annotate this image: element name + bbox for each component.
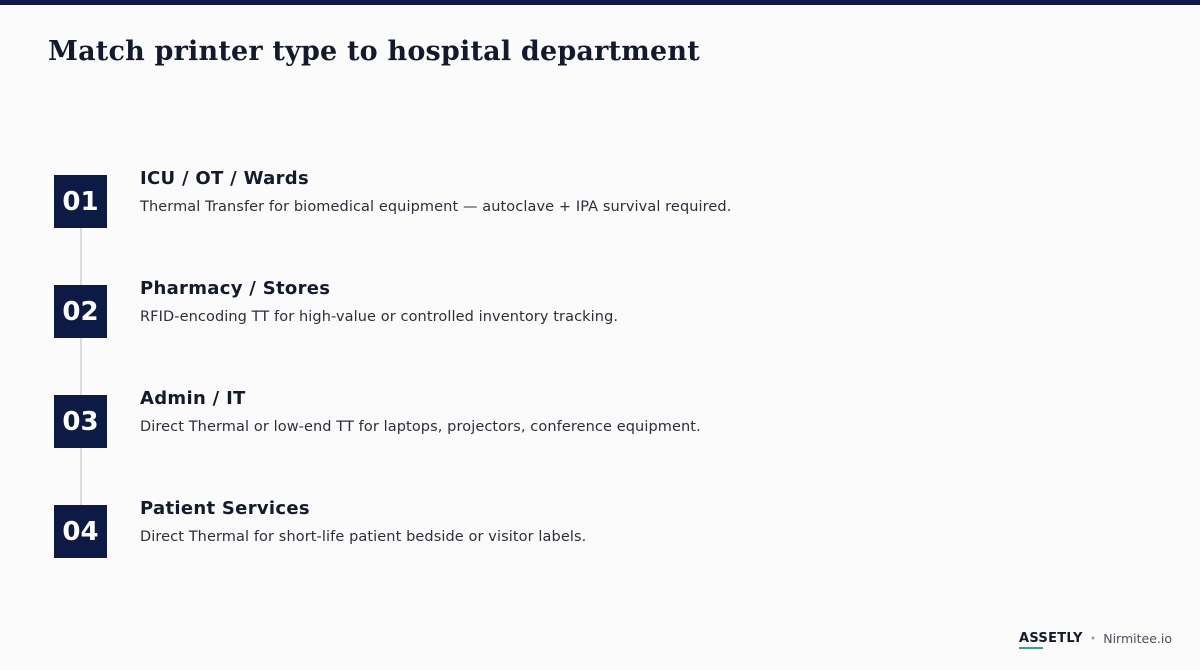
step-title: Patient Services [140,498,310,519]
brand-name: ASSETLY [1018,631,1083,646]
step-admin-it [0,388,1200,478]
page-title: Match printer type to hospital department [48,36,700,67]
step-title: ICU / OT / Wards [140,168,309,189]
step-icu-ot-wards [0,168,1200,258]
step-description: RFID-encoding TT for high-value or controlled inventory tracking. [140,309,619,325]
footer-separator: • [1089,632,1097,645]
step-number-badge: 02 [54,285,107,338]
step-number-badge: 03 [54,395,107,448]
footer [1019,631,1172,646]
step-title: Pharmacy / Stores [140,278,331,299]
step-number-badge: 04 [54,505,107,558]
step-description: Thermal Transfer for biomedical equipment — autoclave + IPA survival required. [140,199,732,215]
step-pharmacy-stores [0,278,1200,368]
step-description: Direct Thermal for short-life patient bedside or visitor labels. [140,529,587,545]
step-number-badge: 01 [54,175,107,228]
brand-underline [1019,647,1043,649]
footer-site: Nirmitee.io [1103,631,1172,646]
step-title: Admin / IT [140,388,246,409]
step-description: Direct Thermal or low-end TT for laptops, projectors, conference equipment. [140,419,701,435]
step-patient-services [0,498,1200,588]
brand-logo [1019,631,1083,646]
